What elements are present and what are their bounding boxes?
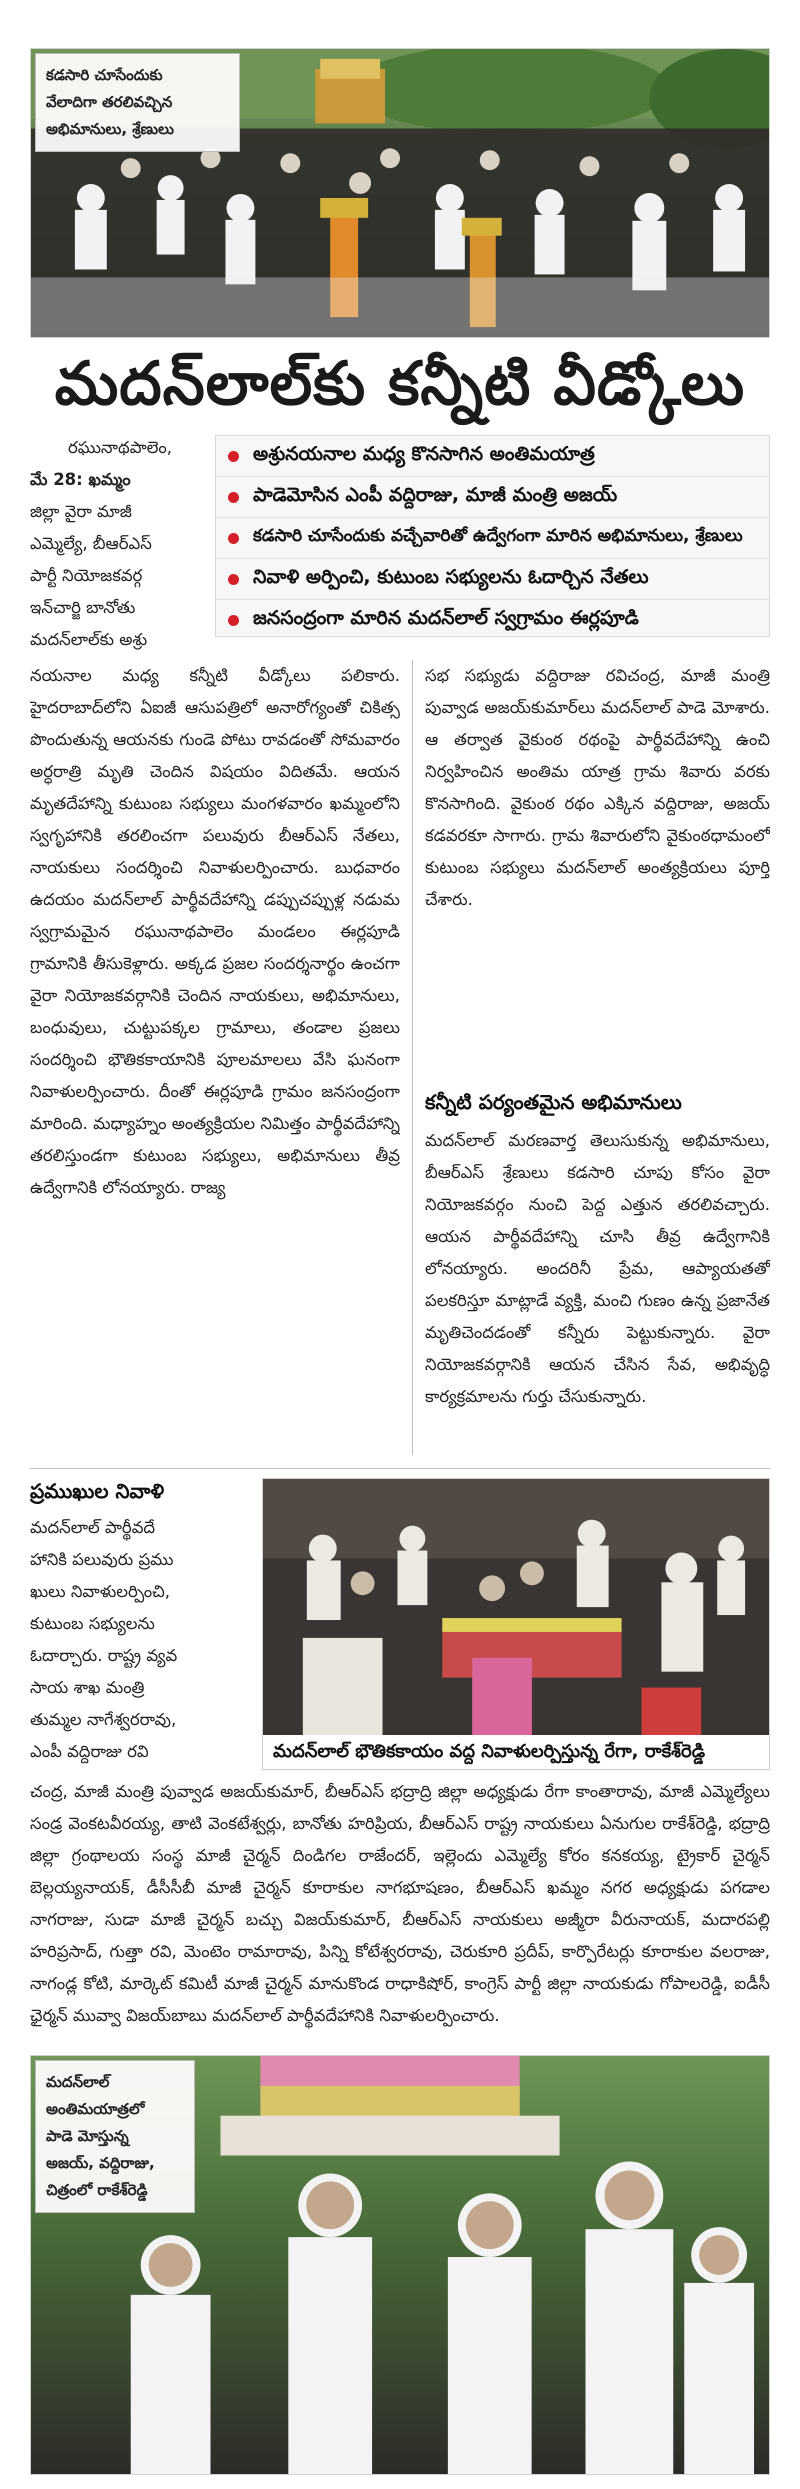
dateline-date: మే 28: ఖమ్మం xyxy=(30,470,131,489)
highlights-box xyxy=(215,435,770,637)
bullet-icon xyxy=(228,533,239,544)
article-right-column-part2: మదన్‌లాల్‌ మరణవార్త తెలుసుకున్న అభిమానులు, బీఆర్‌ఎస్‌ శ్రేణులు కడసారి చూపు కోసం వైరా నియోజకవర్గం నుంచి పెద్ద ఎత్తున తరలివచ్చారు. ఆయన పార్థీవదేహాన్ని చూసి తీవ్ర ఉద్వేగానికి లోనయ్యారు. అందరినీ ప్రేమ, ఆప్యాయతతో పలకరిస్తూ మాట్లాడే వ్యక్తి, మంచి గుణం ఉన్న ప్రజానేత మృతిచెందడంతో కన్నీరు పెట్టుకున్నారు. వైరా నియోజకవర్గానికి ఆయన చేసిన సేవ, అభివృద్ధి కార్యక్రమాలను గుర్తు చేసుకున్నారు. xyxy=(425,1131,770,1406)
highlight-item: జనసంద్రంగా మారిన మదన్‌లాల్‌ స్వగ్రామం ఈర్లపూడి xyxy=(216,600,769,640)
article-intro xyxy=(30,432,210,656)
intro-line: ఎమ్మెల్యే, బీఆర్‌ఎస్‌ xyxy=(30,534,152,553)
tribute-line: ఓదార్చారు. రాష్ట్ర వ్యవ xyxy=(30,1646,178,1665)
highlight-item: పాడెమోసిన ఎంపీ వద్దిరాజు, మాజీ మంత్రి అజయ్ xyxy=(216,477,769,518)
bullet-icon xyxy=(228,615,239,626)
tribute-line: ఎంపీ వద్దిరాజు రవి xyxy=(30,1742,149,1761)
tribute-intro xyxy=(30,1512,255,1768)
subheading-fans: కన్నీటి పర్యంతమైన అభిమానులు xyxy=(425,1090,682,1114)
tribute-at-body-photo xyxy=(263,1479,769,1769)
highlight-item: అశ్రునయనాల మధ్య కొనసాగిన అంతిమయాత్ర xyxy=(216,436,769,477)
article-left-column: నయనాల మధ్య కన్నీటి వీడ్కోలు పలికారు. హైదరాబాద్‌లోని ఏఐజీ ఆసుపత్రిలో అనారోగ్యంతో చికిత్స పొందుతున్న ఆయనకు గుండె పోటు రావడంతో సోమవారం అర్ధరాత్రి మృతి చెందిన విషయం విదితమే. ఆయన మృతదేహాన్ని కుటుంబ సభ్యులు మంగళవారం ఖమ్మంలోని స్వగృహానికి తరలించగా పలువురు బీఆర్‌ఎస్‌ నేతలు, నాయకులు సందర్శించి నివాళులర్పించారు. బుధవారం ఉదయం మదన్‌లాల్‌ పార్థీవదేహాన్ని డప్పుచప్పుళ్ల నడుమ స్వగ్రామమైన రఘునాథపాలెం మండలం ఈర్లపూడి గ్రామానికి తీసుకెళ్లారు. అక్కడ ప్రజల సందర్శనార్థం ఉంచగా వైరా నియోజకవర్గానికి చెందిన నాయకులు, అభిమానులు, బంధువులు, చుట్టుపక్కల గ్రామాలు, తండాల ప్రజలు సందర్శించి భౌతికకాయానికి పూలమాలలు వేసి ఘనంగా నివాళులర్పించారు. దీంతో ఈర్లపూడి గ్రామం జనసంద్రంగా మారింది. మధ్యాహ్నం అంత్యక్రియల నిమిత్తం పార్థీవదేహాన్ని తరలిస్తుండగా కుటుంబ సభ్యులు, అభిమానులు తీవ్ర ఉద్వేగానికి లోనయ్యారు. రాజ్య xyxy=(30,666,400,1197)
mid-photo xyxy=(262,1478,770,1770)
bullet-icon xyxy=(228,492,239,503)
column-divider xyxy=(412,660,413,1455)
intro-line: జిల్లా వైరా మాజీ xyxy=(30,502,132,521)
tribute-line: కుటుంబ సభ్యులను xyxy=(30,1614,155,1633)
intro-line: పార్టీ నియోజకవర్గ xyxy=(30,566,143,585)
tribute-line: సాయ శాఖ మంత్రి xyxy=(30,1678,145,1697)
tribute-line: ఖులు నివాళులర్పించి, xyxy=(30,1582,171,1601)
tribute-line: తుమ్మల నాగేశ్వరరావు, xyxy=(30,1710,177,1729)
bullet-icon xyxy=(228,451,239,462)
intro-line: మదన్‌లాల్‌కు అశ్రు xyxy=(30,630,148,649)
section-divider xyxy=(30,1468,770,1469)
article-right-column-part1: సభ సభ్యుడు వద్దిరాజు రవిచంద్ర, మాజీ మంత్రి పువ్వాడ అజయ్‌కుమార్‌లు మదన్‌లాల్‌ పాడె మోశారు. ఆ తర్వాత వైకుంఠ రథంపై పార్థీవదేహాన్ని ఉంచి నిర్వహించిన అంతిమ యాత్ర గ్రామ శివారు వరకు కొనసాగింది. వైకుంఠ రథం ఎక్కిన వద్దిరాజు, అజయ్‌ కడవరకూ సాగారు. గ్రామ శివారులోని వైకుంఠధామంలో కుటుంబ సభ్యులు మదన్‌లాల్‌ అంత్యక్రియలు పూర్తి చేశారు. xyxy=(425,666,770,909)
caption-line: మదన్‌లాల్‌ xyxy=(46,2073,110,2091)
tribute-line: హానికి పలువురు ప్రము xyxy=(30,1550,174,1569)
highlight-item: నివాళి అర్పించి, కుటుంబ సభ్యులను ఓదార్చిన నేతలు xyxy=(216,559,769,600)
top-photo xyxy=(30,48,770,338)
bottom-photo xyxy=(30,2055,770,2475)
headline: మదన్‌లాల్‌కు కన్నీటి వీడ్కోలు xyxy=(54,349,746,419)
mid-photo-caption: మదన్‌లాల్‌ భౌతికకాయం వద్ద నివాళులర్పిస్తున్న రేగా, రాకేశ్‌రెడ్డి xyxy=(263,1735,770,1769)
bottom-photo-caption xyxy=(35,2060,195,2213)
caption-line: చిత్రంలో రాకేశ్‌రెడ్డి xyxy=(46,2181,148,2199)
highlight-item: కడసారి చూసేందుకు వచ్చేవారితో ఉద్వేగంగా మారిన అభిమానులు, శ్రేణులు xyxy=(216,518,769,559)
top-photo-caption xyxy=(35,53,240,152)
caption-line: అంతిమయాత్రలో xyxy=(46,2100,145,2118)
intro-line: ఇన్‌చార్జి బానోతు xyxy=(30,598,136,617)
dateline-place: రఘునాథపాలెం, xyxy=(67,438,173,457)
caption-line: వేలాదిగా తరలివచ్చిన xyxy=(46,93,173,111)
caption-line: అజయ్‌, వద్దిరాజు, xyxy=(46,2154,155,2172)
caption-line: పాడె మోస్తున్న xyxy=(46,2127,129,2145)
tribute-full-text: చంద్ర, మాజీ మంత్రి పువ్వాడ అజయ్‌కుమార్‌, బీఆర్‌ఎస్‌ భద్రాద్రి జిల్లా అధ్యక్షుడు రేగా కాంతారావు, మాజీ ఎమ్మెల్యేలు సండ్ర వెంకటవీరయ్య, తాటి వెంకటేశ్వర్లు, బానోతు హరిప్రియ, బీఆర్‌ఎస్‌ రాష్ట్ర నాయకులు ఏనుగుల రాకేశ్‌రెడ్డి, భద్రాద్రి జిల్లా గ్రంథాలయ సంస్థ మాజీ చైర్మన్‌ దిండిగల రాజేందర్‌, ఇల్లెందు ఎమ్మెల్యే కోరం కనకయ్య, ట్రైకార్‌ చైర్మన్‌ బెల్లయ్యనాయక్‌, డీసీసీబీ మాజీ చైర్మన్‌ కూరాకుల నాగభూషణం, బీఆర్‌ఎస్‌ ఖమ్మం నగర అధ్యక్షుడు పగడాల నాగరాజు, సుడా మాజీ చైర్మన్‌ బచ్చు విజయ్‌కుమార్‌, బీఆర్‌ఎస్‌ నాయకులు అజ్మీరా వీరునాయక్‌, మదారపల్లి హరిప్రసాద్‌, గుత్తా రవి, మెంటెం రామారావు, పిన్ని కోటేశ్వరరావు, చెరుకూరి ప్రదీప్‌, కార్పొరేటర్లు కూరాకుల వలరాజు, నాగండ్ల కోటి, మార్కెట్‌ కమిటీ మాజీ చైర్మన్‌ మానుకొండ రాధాకిషోర్‌, కాంగ్రెస్‌ పార్టీ జిల్లా నాయకుడు గోపాలరెడ్డి, ఐడీసీ ఛైర్మన్ మువ్వా విజయ్‌బాబు మదన్‌లాల్‌ పార్థీవదేహానికి నివాళులర్పించారు. xyxy=(30,1782,770,2025)
caption-line: కడసారి చూసేందుకు xyxy=(46,66,163,84)
bullet-icon xyxy=(228,574,239,585)
caption-line: అభిమానులు, శ్రేణులు xyxy=(46,120,174,138)
tribute-line: మదన్‌లాల్‌ పార్థీవదే xyxy=(30,1518,156,1537)
subheading-tributes: ప్రముఖుల నివాళి xyxy=(30,1479,165,1503)
